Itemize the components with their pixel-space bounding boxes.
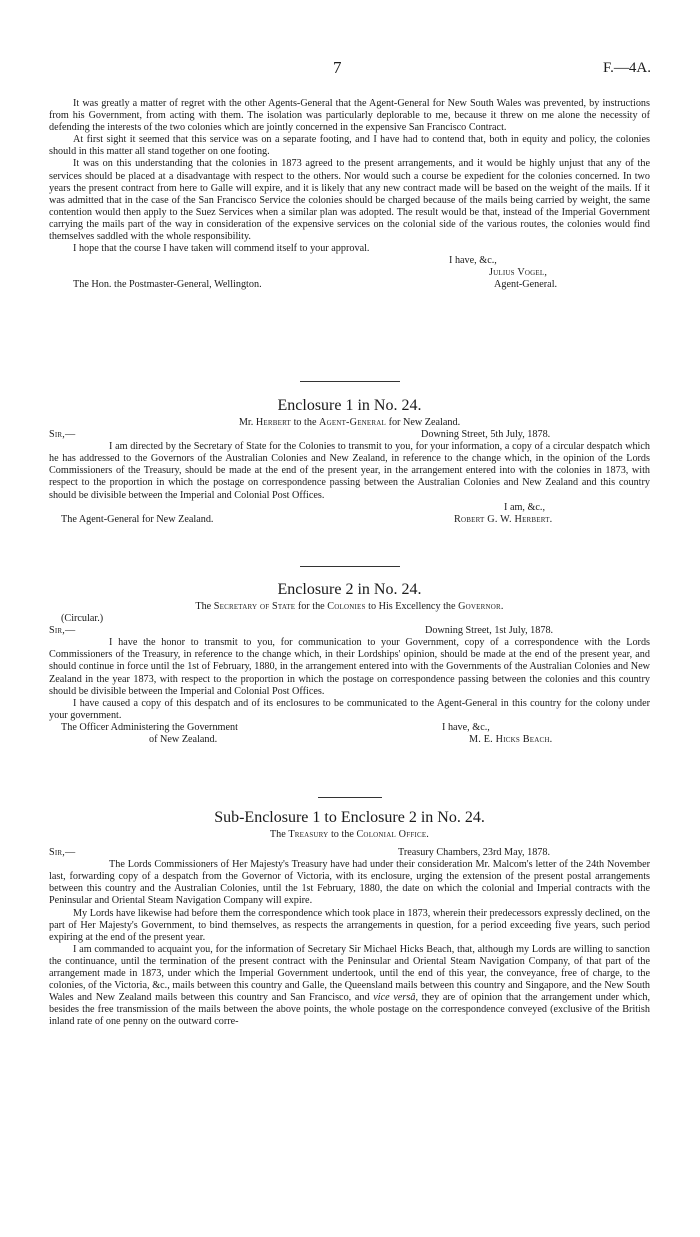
letter-continuation <box>49 98 650 292</box>
recipient-name: Colonial Office. <box>356 829 430 840</box>
addressee-row <box>49 514 650 526</box>
closing: I have, &c., <box>442 721 490 733</box>
place-date: Downing Street, 1st July, 1878. <box>425 625 554 637</box>
paragraph: It was on this understanding that the colonies in 1873 agreed to the present arrangements, and it would be highly unjust that any of the services should be placed at a disadvantage with respect to the others. Nor would such a course be expedient for the colonies concerned. In two years the present contract from here to Galle will expire, and it is likely that any new contract made will be based on the weight of the mails. If it was admitted that in the case of the San Francisco Service the colonies should be charged because of the mails being carried by weight, the same contention would then apply to the Suez Services when a similar plan was adopted. The result would be that, instead of the Imperial Government carrying the mails part of the way in consideration of the expensive services on the colonial side of the various routes, the colonies would find themselves saddled with the whole responsibility. <box>49 158 650 243</box>
enclosure-heading: Enclosure 1 in No. 24. <box>277 397 422 414</box>
addressee: The Officer Administering the Government <box>61 721 238 733</box>
text-fragment: to the <box>291 417 320 428</box>
addressee-row <box>49 734 650 746</box>
recipient-name: Agent-General <box>319 417 387 428</box>
addressee: of New Zealand. <box>149 734 218 746</box>
text-fragment: to the <box>328 829 357 840</box>
from-to-line <box>49 601 650 613</box>
salutation-row <box>49 429 650 441</box>
from-to-line <box>49 417 650 429</box>
divider <box>300 381 400 382</box>
body-paragraph: The Lords Commissioners of Her Majesty's Treasury have had under their consideration Mr. Malcom's letter of the 24th November last, forwarding copy of a despatch from the Governor of Victoria, with its enclosure, urging the extension of the present postal arrangements between this country and the Australian Colonies, until the 1st February, 1880, the date on which the colonial and Imperial contracts with the Peninsular and Oriental Steam Navigation Company will expire. <box>49 859 650 907</box>
salutation-row <box>49 625 650 637</box>
text-fragment: The <box>195 601 214 612</box>
circular-label: (Circular.) <box>61 613 104 625</box>
text-fragment: I am commanded to acquaint you, for the information of Secretary Sir Michael Hicks Beach, that, although my Lords are willing to sanction the continuance, until the termination of the present contract with the Peninsular and Oriental Steam Navigation Company, of that part of the arrangement made in 1873, under which the Imperial Government undertook, until the end of this year, the conveyance, free of charge, to the colonies, of the Victoria, &c., mails between this country and Galle, the Queensland mails between this country and Singapore, and the New South Wales and New Zealand mails between this country and San Francisco, and <box>49 943 650 1004</box>
text-fragment: for New Zealand. <box>386 417 461 428</box>
sender-name: Herbert <box>255 417 292 428</box>
paragraph: I hope that the course I have taken will commend itself to your approval. <box>73 243 370 255</box>
body-paragraph: I have caused a copy of this despatch and of its enclosures to be communicated to the Agent-General in this country for the colony under your government. <box>49 697 650 721</box>
text-fragment: , they are of opinion that the arrangement under which, besides the free transmission of the mails between the above points, the whole postage on the correspondence conveyed (exclusive of the British inland rate of one penny on the outward corre- <box>49 992 650 1028</box>
salutation: Sir,— <box>49 429 76 441</box>
closing-row <box>49 255 650 267</box>
paragraph: It was greatly a matter of regret with the other Agents-General that the Agent-General for New South Wales was prevented, by instructions from his Government, from acting with them. The isolation was particularly deplorable to me, because it threw on me alone the necessity of defending the interests of the two colonies which are jointly concerned in the expensive San Francisco Contract. <box>49 98 650 134</box>
enclosure-2 <box>49 580 650 746</box>
divider <box>300 566 400 567</box>
addressee-row <box>49 279 650 291</box>
text-fragment: Mr. <box>238 417 256 428</box>
body-paragraph: I am directed by the Secretary of State for the Colonies to transmit to you, for your information, a copy of a circular despatch which he has addressed to the Governors of the Australian Colonies and New Zealand, in reference to the change which, in the opinion of the Lords Commissioners of the Treasury, should be made at the end of the present year, in the arrangement entered into with the colonies in 1873, with respect to the proportion in which the postage on correspondence passing between the Australian Colonies and New Zealand and this country should be divisible between the Imperial and Colonial Post Offices. <box>49 441 650 501</box>
sub-enclosure <box>49 808 650 1029</box>
closing-row <box>49 722 650 734</box>
signature: Julius Vogel, <box>489 267 548 279</box>
text-fragment: The <box>269 829 289 840</box>
page-number: 7 <box>333 58 342 77</box>
place-date: Treasury Chambers, 23rd May, 1878. <box>398 847 551 859</box>
signature: Robert G. W. Herbert. <box>454 513 553 525</box>
page-header <box>0 58 700 82</box>
text-fragment: to His Excellency the <box>365 601 459 612</box>
document-reference: F.—4A. <box>603 60 651 76</box>
body-paragraph: I have the honor to transmit to you, for communication to your Government, copy of a correspondence with the Lords Commissioners of the Treasury, in reference to the change which, in their Lordships' opinion, should be made at the end of the present year, and should continue in force until the 1st of February, 1880, in the arrangement entered into with the Governments of the Australian Colonies and New Zealand in the year 1873, with respect to the proportion in which the postage on correspondence passing between the colonies and this country should be divisible between the Imperial and Colonial Post Offices. <box>49 637 650 697</box>
addressee: The Hon. the Postmaster-General, Wellington. <box>73 279 262 291</box>
sender-name: Treasury <box>288 829 329 840</box>
closing: I am, &c., <box>504 501 546 513</box>
from-to-line <box>49 829 650 841</box>
body-paragraph: My Lords have likewise had before them the correspondence which took place in 1873, wherein their predecessors expressly declined, on the part of Her Majesty's Government, to bind themselves, as respects the arrangements in question, for a period exceeding five years, such period expiring at the end of the present year. <box>49 907 650 943</box>
circular-row <box>49 613 650 625</box>
enclosure-1 <box>49 396 650 526</box>
signature-row <box>49 267 650 279</box>
salutation: Sir,— <box>49 847 76 859</box>
signature-title: Agent-General. <box>494 279 558 291</box>
enclosure-heading: Enclosure 2 in No. 24. <box>277 581 422 598</box>
recipient-name: Governor. <box>458 601 504 612</box>
sender-name-2: Colonies <box>327 601 366 612</box>
text-fragment: for the <box>295 601 328 612</box>
salutation: Sir,— <box>49 625 76 637</box>
salutation-row <box>49 847 650 859</box>
sub-enclosure-heading: Sub-Enclosure 1 to Enclosure 2 in No. 24. <box>214 809 485 826</box>
body-paragraph <box>49 944 650 1029</box>
divider <box>318 797 382 798</box>
paragraph: At first sight it seemed that this service was on a separate footing, and I have had to contend that, both in equity and policy, the colonies should in this matter all stand together on one footing. <box>49 134 650 158</box>
sender-name: Secretary of State <box>213 601 296 612</box>
addressee: The Agent-General for New Zealand. <box>61 513 214 525</box>
signature: M. E. Hicks Beach. <box>469 734 553 746</box>
closing-row <box>49 502 650 514</box>
place-date: Downing Street, 5th July, 1878. <box>421 429 551 441</box>
italic-phrase: vice versâ <box>373 992 416 1004</box>
closing: I have, &c., <box>449 255 497 267</box>
